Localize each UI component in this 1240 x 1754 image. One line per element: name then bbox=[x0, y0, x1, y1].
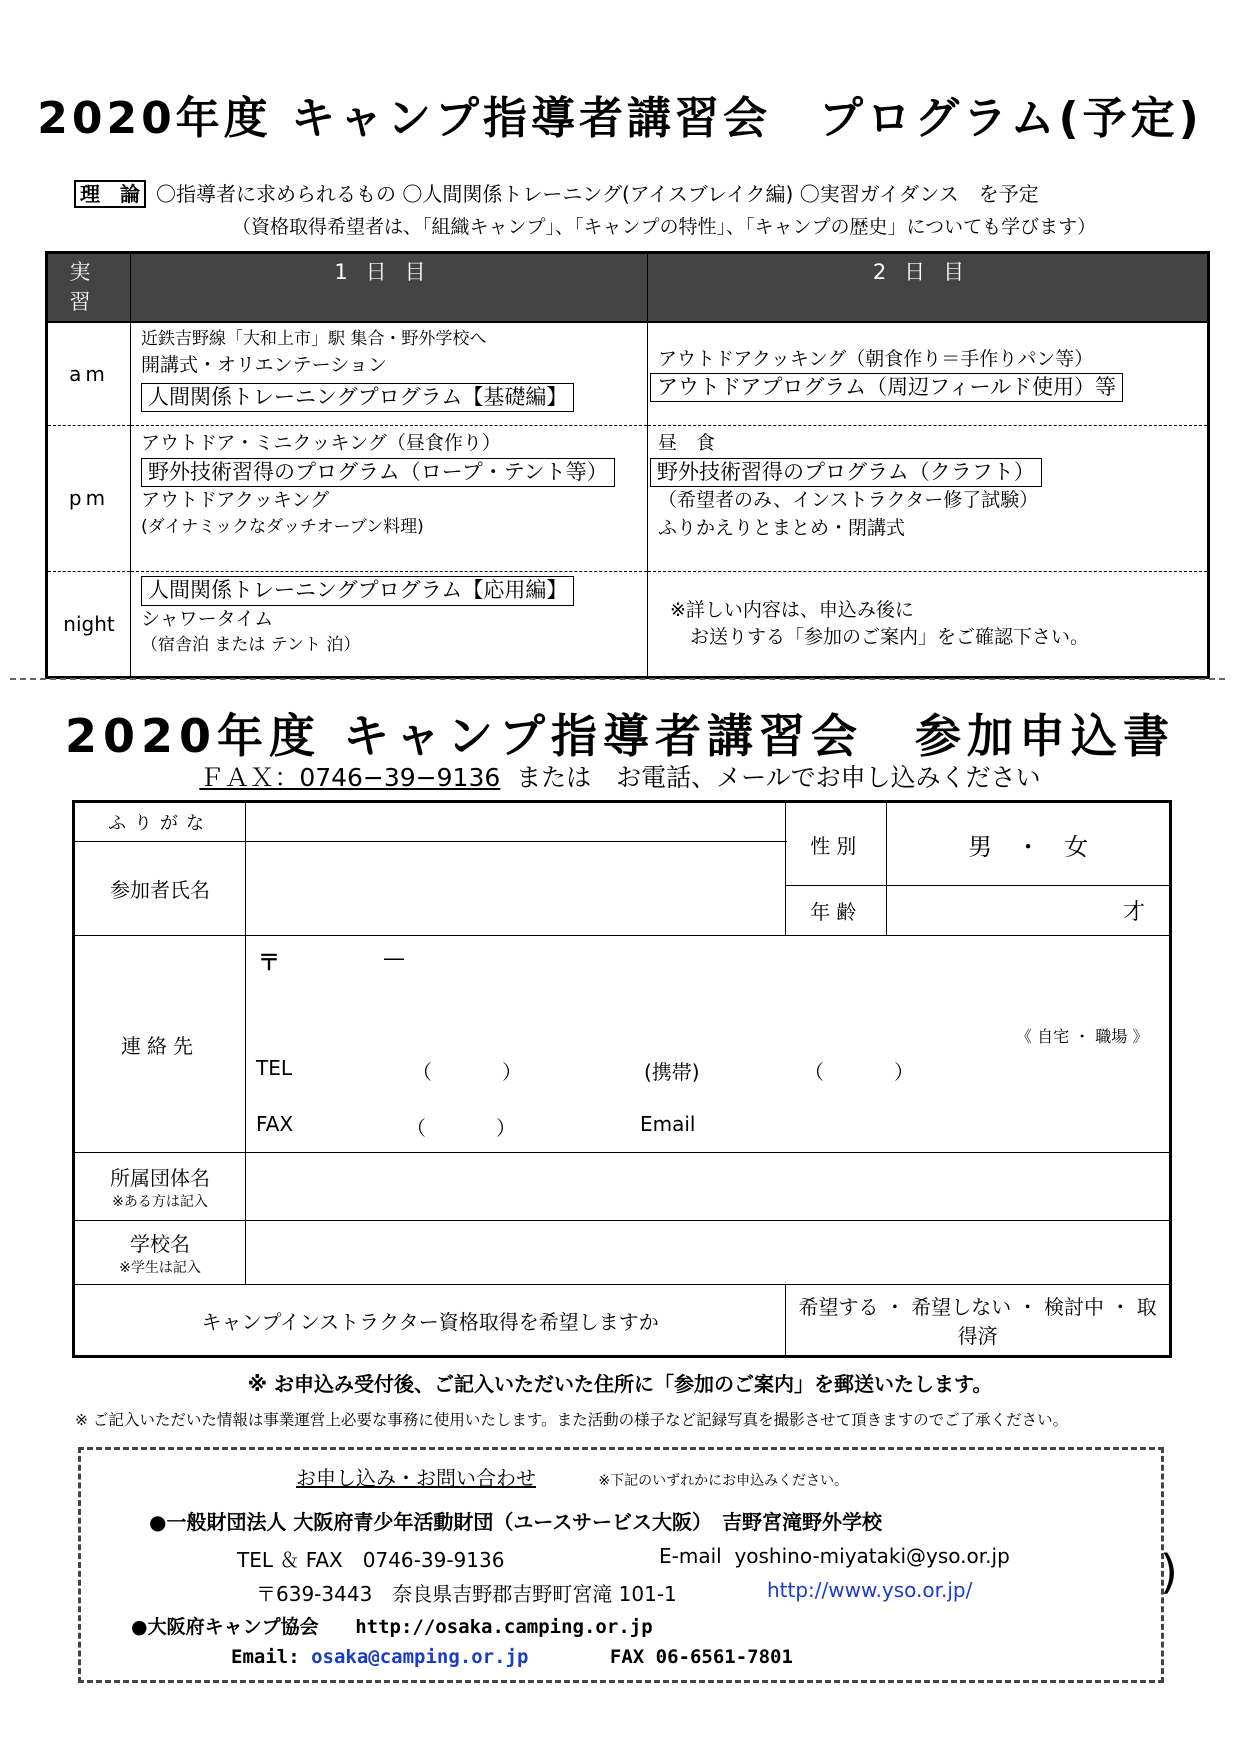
org1-name: ●一般財団法人 大阪府青少年活動財団（ユースサービス大阪） 吉野宮滝野外学校 bbox=[149, 1510, 883, 1534]
org1-address: 〒639-3443 奈良県吉野郡吉野町宮滝 101-1 bbox=[256, 1582, 677, 1606]
age-field[interactable] bbox=[887, 886, 1171, 936]
org1-email-line bbox=[659, 1544, 1010, 1568]
age-label: 年齢 bbox=[786, 886, 887, 936]
contact-row bbox=[74, 936, 1171, 1153]
org2-url: http://osaka.camping.or.jp bbox=[355, 1616, 653, 1638]
cut-line bbox=[10, 678, 1225, 680]
gender-value[interactable]: 男 ・ 女 bbox=[887, 802, 1171, 886]
fax-paren-close: ） bbox=[496, 1116, 516, 1140]
cert-row bbox=[74, 1285, 1171, 1357]
am-day1 bbox=[131, 322, 648, 426]
org1-tel-fax: TEL ＆ FAX 0746-39-9136 bbox=[237, 1548, 505, 1572]
fax-rest: または お電話、メールでお申し込みください bbox=[516, 763, 1041, 792]
form-title: 2020年度 キャンプ指導者講習会 参加申込書 bbox=[64, 709, 1176, 763]
mobile-paren-close: ） bbox=[894, 1060, 914, 1084]
furigana-row bbox=[74, 802, 1171, 842]
night-d1-line: シャワータイム bbox=[141, 607, 274, 630]
pm-d1-line: (ダイナミックなダッチオーブン料理) bbox=[141, 517, 424, 538]
org1-url-wrap bbox=[767, 1578, 972, 1602]
night-d2-line: ※詳しい内容は、申込み後に bbox=[670, 598, 914, 621]
org2-email-line bbox=[231, 1646, 793, 1668]
org1-url-link[interactable]: http://www.yso.or.jp/ bbox=[767, 1578, 973, 1602]
program-table bbox=[45, 251, 1210, 679]
program-row-pm bbox=[47, 426, 1209, 572]
school-label-cell bbox=[74, 1221, 246, 1285]
pm-d2-boxed: 野外技術習得のプログラム（クラフト） bbox=[650, 458, 1042, 487]
school-label: 学校名 bbox=[130, 1232, 190, 1256]
contact-label: 連絡先 bbox=[74, 936, 246, 1153]
contact-heading: お申し込み・お問い合わせ bbox=[296, 1466, 536, 1490]
row-label-pm: pm bbox=[47, 426, 131, 572]
program-title: 2020年度 キャンプ指導者講習会 プログラム(予定) bbox=[37, 93, 1203, 144]
org1-email-label: E-mail bbox=[659, 1544, 722, 1568]
email-label: Email bbox=[640, 1112, 696, 1136]
group-row bbox=[74, 1153, 1171, 1221]
gender-label: 性別 bbox=[786, 802, 887, 886]
org1-email: yoshino-miyataki@yso.or.jp bbox=[734, 1544, 1010, 1568]
am-d1-line: 開講式・オリエンテーション bbox=[141, 353, 387, 376]
night-day1 bbox=[131, 572, 648, 678]
am-d1-line: 近鉄吉野線「大和上市」駅 集合・野外学校へ bbox=[141, 328, 487, 349]
theory-note: （資格取得希望者は、「組織キャンプ」、「キャンプの特性」、「キャンプの歴史」についても学びます） bbox=[232, 216, 1097, 238]
cert-options[interactable]: 希望する ・ 希望しない ・ 検討中 ・ 取得済 bbox=[786, 1285, 1171, 1357]
notice-privacy: ※ ご記入いただいた情報は事業運営上必要な事務に使用いたします。また活動の様子など記録写真を撮影させて頂きますのでご了承ください。 bbox=[75, 1411, 1069, 1429]
age-unit: 才 bbox=[1122, 900, 1145, 925]
header-practice: 実習 bbox=[47, 253, 131, 322]
pm-day1 bbox=[131, 426, 648, 572]
name-label: 参加者氏名 bbox=[74, 842, 246, 936]
am-day2 bbox=[648, 322, 1209, 426]
header-day1: 1日目 bbox=[131, 253, 648, 322]
am-d2-line: アウトドアクッキング（朝食作り＝手作りパン等） bbox=[658, 347, 1094, 370]
org2-line bbox=[131, 1612, 653, 1639]
fax-paren-open: （ bbox=[406, 1116, 426, 1140]
mobile-label: (携帯) bbox=[644, 1060, 700, 1084]
program-row-am bbox=[47, 322, 1209, 426]
night-d2-line: お送りする「参加のご案内」をご確認下さい。 bbox=[690, 626, 1090, 649]
tel-label: TEL bbox=[256, 1056, 292, 1080]
org2-fax: FAX 06-6561-7801 bbox=[609, 1646, 793, 1668]
fax-label: FAX bbox=[256, 1112, 294, 1136]
tel-paren-close: ） bbox=[502, 1060, 522, 1084]
brace-mark: ) bbox=[1160, 1545, 1178, 1599]
program-header-row bbox=[47, 253, 1209, 322]
school-field[interactable] bbox=[246, 1221, 1171, 1285]
postal-mark: 〒 bbox=[258, 951, 281, 976]
group-label: 所属団体名 bbox=[110, 1166, 210, 1190]
am-d2-boxed: アウトドアプログラム（周辺フィールド使用）等 bbox=[650, 373, 1123, 402]
pm-d1-line: アウトドアクッキング bbox=[141, 489, 330, 512]
night-day2 bbox=[648, 572, 1209, 678]
pm-d2-line: ふりかえりとまとめ・閉講式 bbox=[658, 517, 906, 540]
row-label-night: night bbox=[47, 572, 131, 678]
group-note: ※ある方は記入 bbox=[112, 1194, 208, 1210]
pm-d2-line: 昼 食 bbox=[658, 432, 716, 455]
mobile-paren-open: （ bbox=[804, 1060, 824, 1084]
theory-text: 〇指導者に求められるもの 〇人間関係トレーニング(アイスブレイク編) 〇実習ガイダンス を予定 bbox=[156, 182, 1039, 206]
theory-label: 理 論 bbox=[74, 180, 146, 208]
pm-d2-line: （希望者のみ、インストラクター修了試験） bbox=[658, 489, 1039, 512]
postal-dash: ― bbox=[384, 946, 404, 970]
furigana-label: ふりがな bbox=[74, 802, 246, 842]
row-label-am: am bbox=[47, 322, 131, 426]
theory-line bbox=[74, 178, 1039, 207]
contact-box bbox=[78, 1447, 1164, 1683]
fax-line bbox=[0, 758, 1240, 794]
night-d1-line: （宿舎泊 または テント 泊） bbox=[141, 635, 361, 656]
org2-email-label: Email: bbox=[231, 1646, 300, 1668]
contact-field[interactable] bbox=[246, 936, 1171, 1153]
school-note: ※学生は記入 bbox=[119, 1260, 201, 1276]
program-row-night bbox=[47, 572, 1209, 678]
contact-heading-note: ※下記のいずれかにお申込みください。 bbox=[598, 1473, 849, 1489]
pm-day2 bbox=[648, 426, 1209, 572]
pm-d1-line: アウトドア・ミニクッキング（昼食作り） bbox=[141, 432, 501, 455]
fax-number: ＦＡＸ：0746−39−9136 bbox=[199, 763, 501, 792]
application-form bbox=[72, 800, 1172, 1358]
group-field[interactable] bbox=[246, 1153, 1171, 1221]
header-day2: 2日目 bbox=[648, 253, 1209, 322]
name-field[interactable] bbox=[246, 842, 786, 936]
org2-email-link[interactable]: osaka@camping.or.jp bbox=[311, 1646, 529, 1668]
tel-paren-open: （ bbox=[412, 1060, 432, 1084]
pm-d1-boxed: 野外技術習得のプログラム（ロープ・テント等） bbox=[141, 458, 615, 487]
cert-question: キャンプインストラクター資格取得を希望しますか bbox=[74, 1285, 786, 1357]
org2-name: ●大阪府キャンプ協会 bbox=[131, 1616, 319, 1638]
night-d1-boxed: 人間関係トレーニングプログラム【応用編】 bbox=[141, 576, 574, 605]
notice-mail: ※ お申込み受付後、ご記入いただいた住所に「参加のご案内」を郵送いたします。 bbox=[247, 1372, 993, 1396]
furigana-field[interactable] bbox=[246, 802, 786, 842]
group-label-cell bbox=[74, 1153, 246, 1221]
am-d1-boxed: 人間関係トレーニングプログラム【基礎編】 bbox=[141, 383, 574, 412]
home-work-choice[interactable]: 《 自宅 ・ 職場 》 bbox=[1016, 1027, 1149, 1046]
school-row bbox=[74, 1221, 1171, 1285]
contact-heading-line bbox=[296, 1462, 848, 1491]
